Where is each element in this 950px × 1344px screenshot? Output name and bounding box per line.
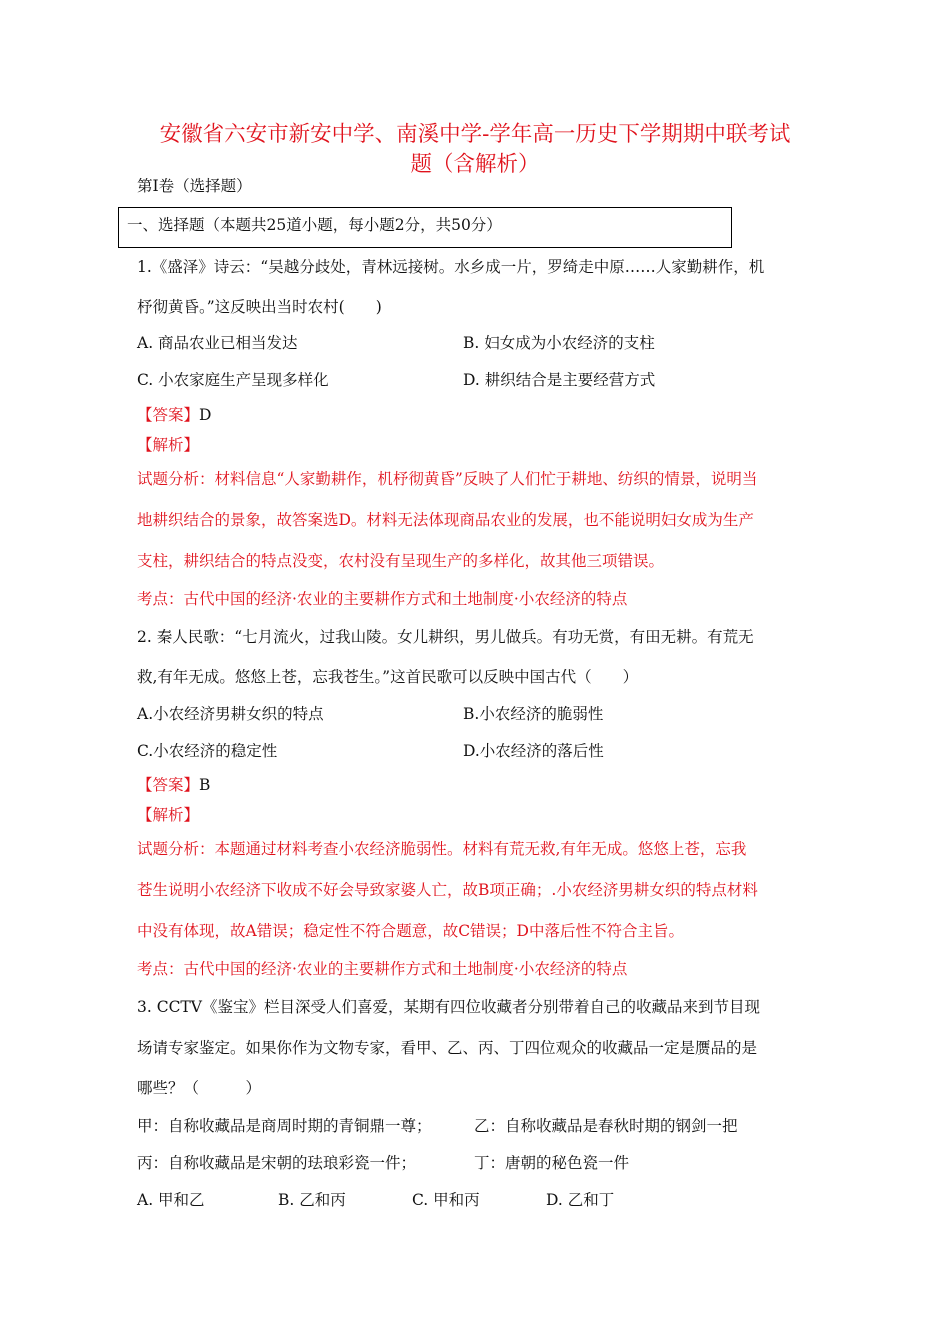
q3-item-ding: 丁：唐朝的秘色瓷一件 bbox=[474, 1154, 630, 1172]
q1-analysis-tag: 【解析】 bbox=[137, 436, 200, 454]
q3-stem-line-2: 场请专家鉴定。如果你作为文物专家，看甲、乙、丙、丁四位观众的收藏品一定是赝品的是 bbox=[137, 1039, 758, 1057]
q2-point: 考点：古代中国的经济·农业的主要耕作方式和土地制度·小农经济的特点 bbox=[137, 960, 628, 978]
title-line-1: 安徽省六安市新安中学、南溪中学-学年高一历史下学期期中联考试 bbox=[159, 122, 791, 147]
q1-option-b: B. 妇女成为小农经济的支柱 bbox=[463, 334, 655, 352]
q1-point: 考点：古代中国的经济·农业的主要耕作方式和土地制度·小农经济的特点 bbox=[137, 590, 628, 608]
q3-option-d: D. 乙和丁 bbox=[546, 1191, 615, 1209]
q2-answer bbox=[137, 775, 210, 795]
q3-option-a: A. 甲和乙 bbox=[137, 1191, 205, 1209]
q1-analysis-line-1: 试题分析：材料信息“人家勤耕作，机杼彻黄昏”反映了人们忙于耕地、纺织的情景，说明当 bbox=[137, 470, 758, 488]
q1-option-d: D. 耕织结合是主要经营方式 bbox=[463, 371, 656, 389]
q2-analysis-tag: 【解析】 bbox=[137, 806, 200, 824]
answer-value: B bbox=[199, 776, 211, 794]
title-line-2: 题（含解析） bbox=[410, 152, 540, 177]
q1-answer bbox=[137, 405, 211, 425]
q2-analysis-line-1: 试题分析：本题通过材料考查小农经济脆弱性。材料有荒无救,有年无成。悠悠上苍，忘我 bbox=[137, 840, 747, 858]
q3-option-c: C. 甲和丙 bbox=[412, 1191, 480, 1209]
q2-analysis-line-2: 苍生说明小农经济下收成不好会导致家婆人亡，故B项正确；.小农经济男耕女织的特点材料 bbox=[137, 881, 758, 899]
q2-analysis-line-3: 中没有体现，故A错误；稳定性不符合题意，故C错误；D中落后性不符合主旨。 bbox=[137, 922, 684, 940]
q1-option-c: C. 小农家庭生产呈现多样化 bbox=[137, 371, 329, 389]
q2-option-b: B.小农经济的脆弱性 bbox=[463, 705, 604, 723]
q2-stem-line-1: 2. 秦人民歌：“七月流火，过我山陵。女儿耕织，男儿做兵。有功无赏，有田无耕。有荒无 bbox=[137, 628, 754, 646]
answer-value: D bbox=[199, 406, 212, 424]
q2-stem-line-2: 救,有年无成。悠悠上苍，忘我苍生。”这首民歌可以反映中国古代（ ） bbox=[137, 668, 639, 686]
q1-option-a: A. 商品农业已相当发达 bbox=[137, 334, 298, 352]
q2-option-a: A.小农经济男耕女织的特点 bbox=[137, 705, 324, 723]
document-title bbox=[120, 120, 830, 180]
q1-stem-line-1: 1.《盛泽》诗云：“吴越分歧处，青林远接树。水乡成一片，罗绮走中原……人家勤耕作，机 bbox=[137, 258, 765, 276]
q1-analysis-line-3: 支柱，耕织结合的特点没变，农村没有呈现生产的多样化，故其他三项错误。 bbox=[137, 552, 665, 570]
section-heading: 一、选择题（本题共25道小题，每小题2分，共50分） bbox=[127, 216, 502, 234]
q3-stem-line-3: 哪些？（ ） bbox=[137, 1079, 262, 1097]
q1-stem-line-2: 杼彻黄昏。”这反映出当时农村( ) bbox=[137, 298, 382, 316]
q3-option-b: B. 乙和丙 bbox=[278, 1191, 346, 1209]
q3-item-bing: 丙：自称收藏品是宋朝的珐琅彩瓷一件； bbox=[137, 1154, 417, 1172]
q2-option-d: D.小农经济的落后性 bbox=[463, 742, 604, 760]
q3-stem-line-1: 3. CCTV《鉴宝》栏目深受人们喜爱，某期有四位收藏者分别带着自己的收藏品来到节目现 bbox=[137, 998, 760, 1016]
q3-item-yi: 乙：自称收藏品是春秋时期的钢剑一把 bbox=[474, 1117, 738, 1135]
q2-option-c: C.小农经济的稳定性 bbox=[137, 742, 278, 760]
volume-heading: 第Ⅰ卷（选择题） bbox=[137, 177, 252, 195]
q1-analysis-line-2: 地耕织结合的景象，故答案选D。材料无法体现商品农业的发展，也不能说明妇女成为生产 bbox=[137, 511, 754, 529]
answer-tag: 【答案】 bbox=[137, 776, 200, 794]
answer-tag: 【答案】 bbox=[137, 406, 200, 424]
q3-item-jia: 甲：自称收藏品是商周时期的青铜鼎一尊； bbox=[137, 1117, 432, 1135]
